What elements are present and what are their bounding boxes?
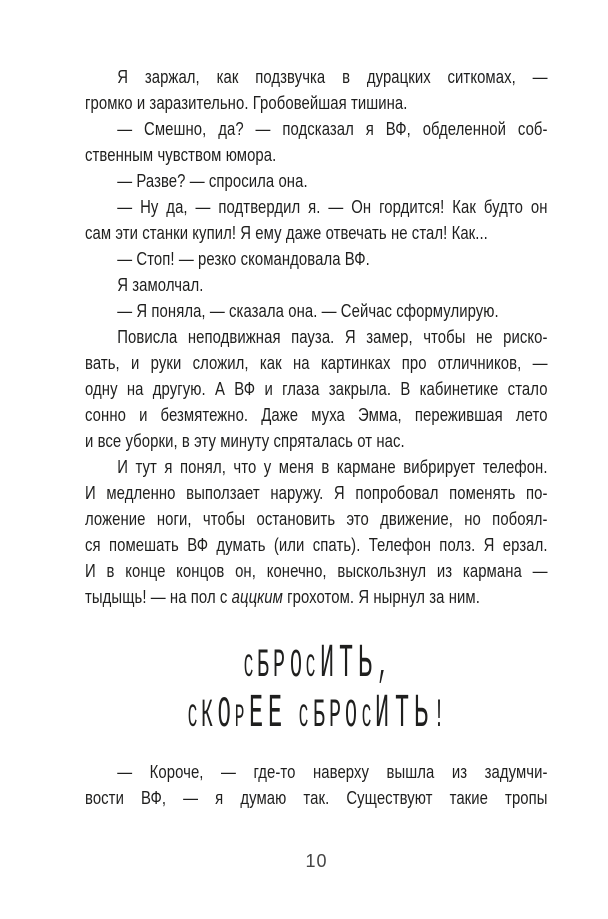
heading-letter: Б [312,694,325,739]
text-segment: — Стоп! — резко скомандовала ВФ. [117,249,370,269]
heading-letter: Е [249,688,264,741]
text-segment: Я заржал, как подзвучка в дурацких ситкомах, — [117,67,548,87]
text-segment: и все уборки, в эту минуту спряталась от нас. [85,431,405,451]
text-segment: — Короче, — где-то наверху вышла из задумчи- [117,762,548,782]
text-line [85,454,548,480]
heading-letter: Р [235,699,245,736]
text-line [85,168,548,194]
text-line [85,480,548,506]
text-line [85,532,548,558]
heading-letter: О [217,690,232,740]
heading-letter: Р [273,644,286,689]
heading-letter: Т [394,688,409,741]
heading-letter: С [187,699,198,736]
text-line [85,64,548,90]
heading-letter: К [201,694,214,739]
text-segment: вать, и руки сложил, как на картинках про отличников, — [85,353,548,373]
text-segment: сонно и безмятежно. Даже муха Эмма, пережившая лето [85,405,548,425]
heading-letter: Б [256,644,269,689]
heading-letter: И [319,638,334,691]
text-segment: И тут я понял, что у меня в кармане вибрирует телефон. [117,457,548,477]
text-segment: тыдыщь! — на пол с [85,587,232,607]
text-line [85,298,548,324]
text-segment: — Ну да, — подтвердил я. — Он гордится! Как будто он [117,197,548,217]
text-segment: громко и заразительно. Гробовейшая тишина. [85,93,408,113]
text-segment: ся помешать ВФ думать (или спать). Телефон полз. Я ерзал. [85,535,548,555]
text-segment: сам эти станки купил! Я ему даже отвечать не стал! Как... [85,223,488,243]
heading-letter [285,693,297,740]
heading-letter: С [243,649,253,686]
text-segment: грохотом. Я нырнул за ним. [282,587,480,607]
text-line [85,90,548,116]
text-line [85,785,548,811]
text-line [85,246,548,272]
heading-letter: Р [329,694,342,739]
text-segment: — Смешно, да? — подсказал я ВФ, обделенной соб- [117,119,548,139]
chapter-heading-line [85,688,548,741]
text-line [85,759,548,785]
text-segment: И медленно выползает наружу. Я попробовал поменять по- [85,483,548,503]
text-line [85,142,548,168]
page-number: 10 [305,851,328,871]
text-segment: ложение ноги, чтобы остановить это движение, но побоял- [85,509,548,529]
text-line [85,116,548,142]
text-line [85,220,548,246]
italic-text: аццким [231,587,283,607]
heading-letter: Т [339,638,354,691]
heading-letter: Ь [358,638,373,691]
heading-letter: Ь [414,688,429,741]
heading-letter: И [375,688,390,741]
text-line [85,558,548,584]
text-segment: вости ВФ, — я думаю так. Существуют такие тропы [85,788,548,808]
text-line [85,506,548,532]
text-line [85,272,548,298]
text-segment: Повисла неподвижная пауза. Я замер, чтобы не риско- [117,327,548,347]
heading-letter: Е [268,688,283,741]
text-line [85,584,548,610]
heading-letter: С [361,699,372,736]
heading-letter: , [377,644,390,689]
heading-letter: ! [432,694,445,739]
heading-letter: С [299,699,309,736]
chapter-heading-line [85,638,548,691]
chapter-heading [85,638,548,741]
text-line [85,194,548,220]
text-line [85,402,548,428]
text-segment: ственным чувством юмора. [85,145,277,165]
heading-letter: О [289,644,302,689]
text-segment: Я замолчал. [117,275,204,295]
text-line [85,428,548,454]
text-line [85,324,548,350]
text-line [85,350,548,376]
text-column [85,64,548,811]
heading-letter: С [305,649,316,686]
text-segment: — Разве? — спросила она. [117,171,308,191]
text-segment: одну на другую. А ВФ и глаза закрыла. В кабинетике стало [85,379,548,399]
text-segment: И в конце концов он, конечно, выскользнул из кармана — [85,561,548,581]
heading-letter: О [345,694,358,739]
text-segment: — Я поняла, — сказала она. — Сейчас сформулирую. [117,301,499,321]
text-line [85,376,548,402]
